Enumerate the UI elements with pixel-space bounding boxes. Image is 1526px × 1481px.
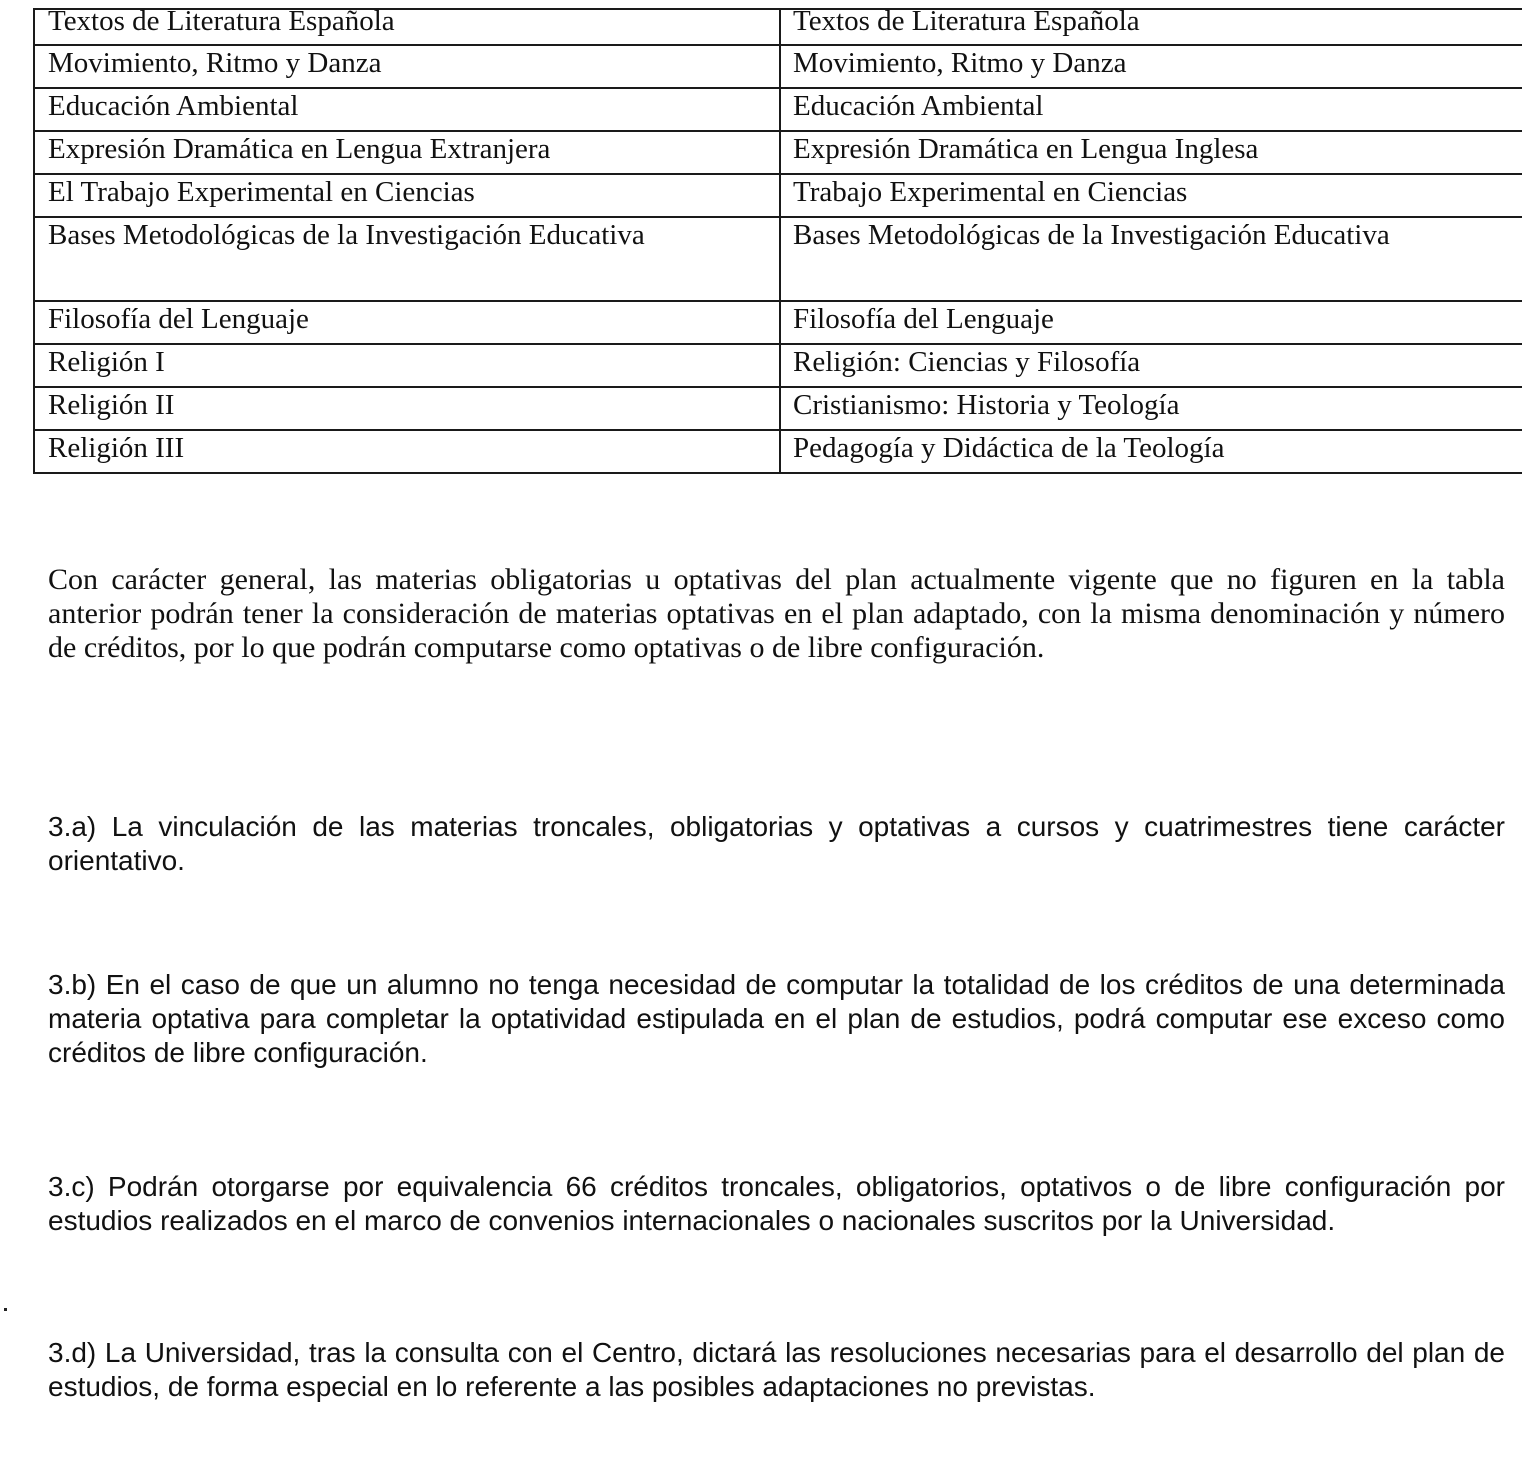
new-subject-text: Expresión Dramática en Lengua Inglesa (793, 133, 1259, 165)
new-subject-cell (780, 301, 1522, 344)
old-subject-cell (34, 387, 780, 430)
new-subject-text: Trabajo Experimental en Ciencias (793, 176, 1188, 208)
clause-3c-paragraph: 3.c) Podrán otorgarse por equivalencia 66 créditos troncales, obligatorios, optativos o de libre configuración por estudios realizados en el marco de convenios internacionales o nacionales suscritos por la Universidad. (48, 1171, 1505, 1236)
new-subject-text: Movimiento, Ritmo y Danza (793, 47, 1127, 79)
table-row (34, 131, 1522, 174)
new-subject-text: Filosofía del Lenguaje (793, 303, 1054, 335)
new-subject-cell (780, 217, 1522, 301)
table-row (34, 344, 1522, 387)
new-subject-cell (780, 174, 1522, 217)
table-row (34, 9, 1522, 45)
clause-3d-paragraph: 3.d) La Universidad, tras la consulta con el Centro, dictará las resoluciones necesarias para el desarrollo del plan de estudios, de forma especial en lo referente a las posibles adaptaciones no previstas. (48, 1337, 1505, 1402)
old-subject-text: Filosofía del Lenguaje (48, 303, 309, 335)
new-subject-cell (780, 131, 1522, 174)
table-row (34, 217, 1522, 301)
new-subject-cell (780, 45, 1522, 88)
old-subject-cell (34, 88, 780, 131)
table-row (34, 45, 1522, 88)
new-subject-text: Educación Ambiental (793, 90, 1044, 122)
old-subject-text: Educación Ambiental (48, 90, 299, 122)
new-subject-text: Bases Metodológicas de la Investigación Educativa (793, 219, 1390, 251)
old-subject-text: Religión III (48, 432, 185, 464)
old-subject-cell (34, 9, 780, 45)
old-subject-cell (34, 344, 780, 387)
old-subject-text: Expresión Dramática en Lengua Extranjera (48, 133, 551, 165)
new-subject-text: Pedagogía y Didáctica de la Teología (793, 432, 1225, 464)
new-subject-cell (780, 430, 1522, 473)
old-subject-cell (34, 174, 780, 217)
old-subject-text: Movimiento, Ritmo y Danza (48, 47, 382, 79)
equivalence-table-body (34, 9, 1522, 473)
old-subject-cell (34, 131, 780, 174)
old-subject-text: El Trabajo Experimental en Ciencias (48, 176, 475, 208)
table-row (34, 430, 1522, 473)
old-subject-text: Religión I (48, 346, 165, 378)
old-subject-cell (34, 217, 780, 301)
new-subject-text: Textos de Literatura Española (793, 9, 1140, 37)
old-subject-text: Religión II (48, 389, 175, 421)
old-subject-text: Bases Metodológicas de la Investigación Educativa (48, 219, 645, 251)
new-subject-cell (780, 88, 1522, 131)
new-subject-cell (780, 387, 1522, 430)
old-subject-cell (34, 301, 780, 344)
clause-3a-paragraph: 3.a) La vinculación de las materias troncales, obligatorias y optativas a cursos y cuatrimestres tiene carácter orientativo. (48, 811, 1505, 876)
table-row (34, 301, 1522, 344)
table-row (34, 88, 1522, 131)
new-subject-text: Religión: Ciencias y Filosofía (793, 346, 1141, 378)
table-row (34, 174, 1522, 217)
old-subject-text: Textos de Literatura Española (48, 9, 395, 37)
clause-3b-paragraph: 3.b) En el caso de que un alumno no tenga necesidad de computar la totalidad de los créditos de una determinada materia optativa para completar la optatividad estipulada en el plan de estudios, podrá computar ese exceso como créditos de libre configuración. (48, 969, 1505, 1068)
old-subject-cell (34, 430, 780, 473)
old-subject-cell (34, 45, 780, 88)
new-subject-cell (780, 344, 1522, 387)
new-subject-text: Cristianismo: Historia y Teología (793, 389, 1180, 421)
scan-speck (4, 1308, 7, 1311)
equivalence-table (33, 8, 1522, 474)
general-note-paragraph: Con carácter general, las materias obligatorias u optativas del plan actualmente vigente que no figuren en la tabla anterior podrán tener la consideración de materias optativas en el plan adaptado, con la misma denominación y número de créditos, por lo que podrán computarse como optativas o de libre configuración. (48, 563, 1505, 664)
new-subject-cell (780, 9, 1522, 45)
table-row (34, 387, 1522, 430)
